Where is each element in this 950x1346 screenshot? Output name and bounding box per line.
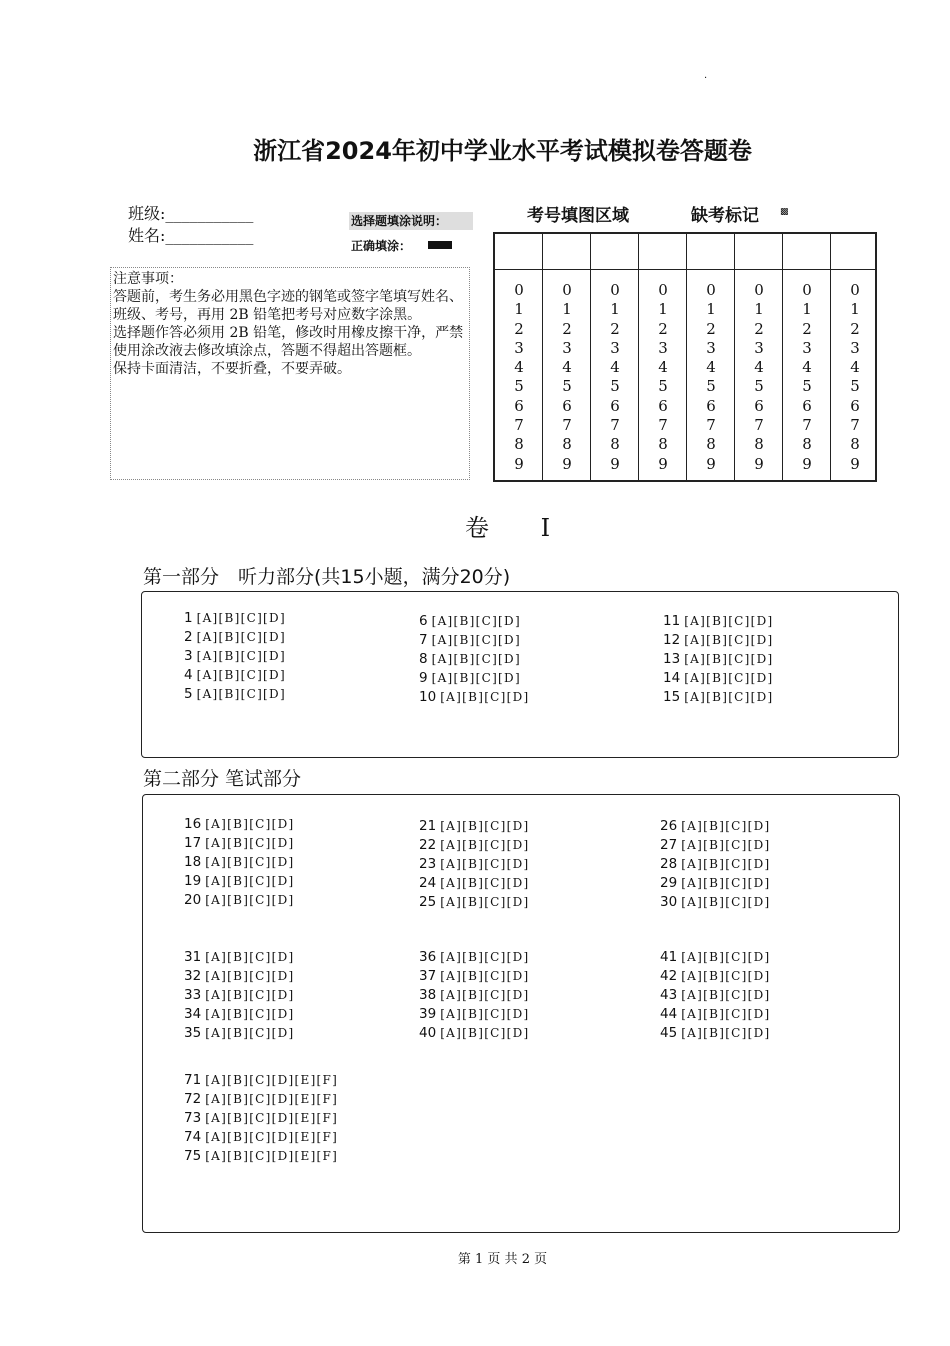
answer-options[interactable]: [A][B][C][D] — [440, 988, 530, 1002]
answer-options[interactable]: [A][B][C][D] — [440, 876, 530, 890]
answer-options[interactable]: [A][B][C][D] — [684, 652, 774, 666]
answer-options[interactable]: [A][B][C][D][E][F] — [205, 1149, 339, 1163]
id-digit[interactable]: 4 — [658, 358, 668, 377]
question-row — [184, 686, 286, 702]
id-digit[interactable]: 9 — [514, 454, 524, 473]
question-number: 73 — [184, 1110, 202, 1126]
question-row — [184, 1006, 295, 1022]
id-digit[interactable]: 7 — [658, 416, 668, 435]
id-digit[interactable]: 3 — [850, 338, 860, 357]
question-row — [660, 968, 771, 984]
question-number: 34 — [184, 1006, 202, 1022]
answer-options[interactable]: [A][B][C][D] — [681, 969, 771, 983]
id-digit[interactable]: 8 — [610, 435, 620, 454]
answer-options[interactable]: [A][B][C][D] — [440, 838, 530, 852]
answer-options[interactable]: [A][B][C][D][E][F] — [205, 1092, 339, 1106]
question-row — [184, 610, 286, 626]
question-row — [419, 875, 530, 891]
id-digit[interactable]: 7 — [754, 416, 764, 435]
notes-item: 保持卡面清洁，不要折叠，不要弄破。 — [113, 361, 351, 377]
id-digit[interactable]: 4 — [754, 358, 764, 377]
answer-options[interactable]: [A][B][C][D] — [440, 1026, 530, 1040]
question-number: 28 — [660, 856, 678, 872]
answer-options[interactable]: [A][B][C][D] — [681, 950, 771, 964]
id-digit[interactable]: 8 — [658, 435, 668, 454]
answer-options[interactable]: [A][B][C][D] — [440, 895, 530, 909]
id-digit[interactable]: 2 — [754, 319, 764, 338]
id-digit[interactable]: 5 — [850, 377, 860, 396]
exam-title: 浙江省2024年初中学业水平考试模拟卷答题卷 — [253, 137, 752, 165]
id-digit[interactable]: 8 — [562, 435, 572, 454]
id-digit[interactable]: 0 — [802, 281, 812, 299]
answer-options[interactable]: [A][B][C][D] — [681, 1026, 771, 1040]
question-number: 45 — [660, 1025, 678, 1041]
question-number: 74 — [184, 1129, 202, 1145]
id-digit[interactable]: 4 — [562, 358, 572, 377]
question-row — [184, 648, 286, 664]
id-digit[interactable]: 8 — [754, 435, 764, 454]
id-digit[interactable]: 3 — [802, 338, 812, 357]
notes-heading: 注意事项： — [113, 271, 183, 287]
question-number: 41 — [660, 949, 678, 965]
question-row — [419, 632, 521, 648]
question-number: 15 — [663, 689, 681, 705]
part1-title: 第一部分 听力部分(共15小题，满分20分) — [143, 566, 511, 588]
question-row — [184, 1072, 338, 1088]
answer-options[interactable]: [A][B][C][D] — [440, 969, 530, 983]
question-row — [184, 987, 295, 1003]
answer-options[interactable]: [A][B][C][D] — [684, 614, 774, 628]
name-field[interactable]: 姓名:___________ — [128, 226, 254, 245]
answer-options[interactable]: [A][B][C][D] — [681, 857, 771, 871]
question-number: 29 — [660, 875, 678, 891]
id-digit-column[interactable] — [783, 281, 831, 474]
answer-options[interactable]: [A][B][C][D] — [196, 649, 286, 663]
part2-title: 第二部分 笔试部分 — [143, 768, 302, 790]
id-digit[interactable]: 0 — [754, 281, 764, 299]
id-digit[interactable]: 0 — [514, 281, 524, 299]
id-digit[interactable]: 2 — [658, 319, 668, 338]
id-digit[interactable]: 6 — [658, 396, 668, 415]
question-row — [660, 1025, 771, 1041]
id-digit[interactable]: 1 — [706, 300, 716, 319]
question-number: 36 — [419, 949, 437, 965]
id-zone-title: 考号填图区域 — [527, 206, 629, 226]
question-number: 21 — [419, 818, 437, 834]
question-row — [660, 987, 771, 1003]
answer-options[interactable]: [A][B][C][D] — [205, 1026, 295, 1040]
question-number: 32 — [184, 968, 202, 984]
id-digit[interactable]: 0 — [610, 281, 620, 299]
question-number: 39 — [419, 1006, 437, 1022]
question-row — [184, 854, 295, 870]
id-digit[interactable]: 3 — [754, 338, 764, 357]
id-digit[interactable]: 5 — [754, 377, 764, 396]
question-number: 23 — [419, 856, 437, 872]
answer-options[interactable]: [A][B][C][D] — [681, 895, 771, 909]
id-digit[interactable]: 5 — [706, 377, 716, 396]
question-number: 5 — [184, 686, 193, 702]
id-digit[interactable]: 4 — [802, 358, 812, 377]
answer-options[interactable]: [A][B][C][D][E][F] — [205, 1111, 339, 1125]
answer-options[interactable]: [A][B][C][D] — [440, 857, 530, 871]
question-number: 4 — [184, 667, 193, 683]
fill-instructions-heading: 选择题填涂说明： — [349, 212, 473, 230]
question-number: 22 — [419, 837, 437, 853]
grid-column-divider — [495, 234, 831, 480]
question-number: 8 — [419, 651, 428, 667]
id-digit[interactable]: 9 — [802, 454, 812, 473]
question-number: 43 — [660, 987, 678, 1003]
answer-options[interactable]: [A][B][C][D] — [681, 838, 771, 852]
answer-options[interactable]: [A][B][C][D] — [681, 988, 771, 1002]
id-digit[interactable]: 6 — [562, 396, 572, 415]
answer-options[interactable]: [A][B][C][D] — [431, 671, 521, 685]
question-row — [419, 856, 530, 872]
id-digit[interactable]: 9 — [562, 454, 572, 473]
question-number: 16 — [184, 816, 202, 832]
id-digit[interactable]: 4 — [706, 358, 716, 377]
question-row — [419, 968, 530, 984]
question-row — [660, 949, 771, 965]
id-digit[interactable]: 9 — [610, 454, 620, 473]
question-row — [419, 837, 530, 853]
question-row — [184, 816, 295, 832]
question-row — [184, 835, 295, 851]
question-row — [184, 968, 295, 984]
question-number: 26 — [660, 818, 678, 834]
question-row — [419, 689, 530, 705]
id-digit[interactable]: 2 — [850, 319, 860, 338]
id-digit[interactable]: 1 — [562, 300, 572, 319]
question-number: 3 — [184, 648, 193, 664]
answer-options[interactable]: [A][B][C][D] — [205, 874, 295, 888]
question-number: 27 — [660, 837, 678, 853]
absent-mark-box[interactable]: ▩ — [780, 207, 789, 217]
question-number: 20 — [184, 892, 202, 908]
question-row — [184, 1129, 338, 1145]
id-digit[interactable]: 0 — [706, 281, 716, 299]
answer-options[interactable]: [A][B][C][D] — [440, 950, 530, 964]
question-number: 14 — [663, 670, 681, 686]
question-row — [184, 873, 295, 889]
answer-options[interactable]: [A][B][C][D] — [440, 819, 530, 833]
question-number: 40 — [419, 1025, 437, 1041]
question-row — [660, 875, 771, 891]
question-number: 72 — [184, 1091, 202, 1107]
id-number-grid — [493, 232, 877, 482]
question-number: 11 — [663, 613, 681, 629]
question-number: 38 — [419, 987, 437, 1003]
question-row — [419, 670, 521, 686]
question-number: 18 — [184, 854, 202, 870]
question-row — [660, 856, 771, 872]
question-number: 24 — [419, 875, 437, 891]
id-digit[interactable]: 7 — [610, 416, 620, 435]
answer-options[interactable]: [A][B][C][D] — [684, 690, 774, 704]
question-number: 10 — [419, 689, 437, 705]
question-row — [663, 613, 774, 629]
id-digit[interactable]: 1 — [850, 300, 860, 319]
id-digit[interactable]: 1 — [514, 300, 524, 319]
question-row — [419, 987, 530, 1003]
answer-options[interactable]: [A][B][C][D] — [440, 1007, 530, 1021]
part1-answer-box — [141, 591, 899, 758]
id-digit[interactable]: 2 — [610, 319, 620, 338]
question-number: 9 — [419, 670, 428, 686]
question-row — [419, 894, 530, 910]
question-number: 13 — [663, 651, 681, 667]
question-row — [419, 613, 521, 629]
id-digit[interactable]: 6 — [514, 396, 524, 415]
question-number: 2 — [184, 629, 193, 645]
id-digit[interactable]: 7 — [706, 416, 716, 435]
answer-options[interactable]: [A][B][C][D] — [196, 630, 286, 644]
correct-fill-sample — [428, 241, 452, 249]
question-number: 25 — [419, 894, 437, 910]
answer-options[interactable]: [A][B][C][D] — [196, 687, 286, 701]
part2-answer-box — [142, 794, 900, 1233]
volume-label: 卷 I — [465, 514, 573, 542]
answer-options[interactable]: [A][B][C][D] — [205, 836, 295, 850]
answer-options[interactable]: [A][B][C][D] — [681, 876, 771, 890]
question-row — [184, 892, 295, 908]
answer-options[interactable]: [A][B][C][D] — [205, 893, 295, 907]
id-digit[interactable]: 6 — [610, 396, 620, 415]
answer-options[interactable]: [A][B][C][D] — [684, 671, 774, 685]
question-number: 19 — [184, 873, 202, 889]
answer-options[interactable]: [A][B][C][D] — [205, 988, 295, 1002]
id-digit[interactable]: 2 — [706, 319, 716, 338]
id-digit[interactable]: 9 — [658, 454, 668, 473]
id-digit[interactable]: 6 — [706, 396, 716, 415]
answer-options[interactable]: [A][B][C][D] — [431, 614, 521, 628]
question-number: 17 — [184, 835, 202, 851]
id-digit[interactable]: 1 — [754, 300, 764, 319]
answer-options[interactable]: [A][B][C][D][E][F] — [205, 1130, 339, 1144]
id-digit[interactable]: 5 — [514, 377, 524, 396]
id-digit[interactable]: 4 — [850, 358, 860, 377]
id-digit[interactable]: 5 — [802, 377, 812, 396]
question-row — [660, 894, 771, 910]
notes-item: 选择题作答必须用 2B 铅笔，修改时用橡皮擦干净，严禁使用涂改液去修改填涂点，答题不得超出答题框。 — [113, 325, 464, 359]
answer-options[interactable]: [A][B][C][D] — [440, 690, 530, 704]
question-row — [184, 1091, 338, 1107]
question-row — [660, 837, 771, 853]
question-number: 1 — [184, 610, 193, 626]
id-digit[interactable]: 8 — [514, 435, 524, 454]
answer-options[interactable]: [A][B][C][D] — [431, 633, 521, 647]
id-digit[interactable]: 9 — [706, 454, 716, 473]
id-digit[interactable]: 2 — [562, 319, 572, 338]
question-number: 12 — [663, 632, 681, 648]
question-row — [419, 818, 530, 834]
question-row — [184, 1025, 295, 1041]
id-digit[interactable]: 3 — [706, 338, 716, 357]
id-digit[interactable]: 6 — [754, 396, 764, 415]
question-number: 30 — [660, 894, 678, 910]
question-row — [660, 818, 771, 834]
page-dot: . — [704, 70, 708, 81]
question-row — [184, 667, 286, 683]
id-digit[interactable]: 7 — [802, 416, 812, 435]
id-digit[interactable]: 5 — [610, 377, 620, 396]
page-footer: 第 1 页 共 2 页 — [457, 1252, 548, 1267]
id-digit[interactable]: 5 — [658, 377, 668, 396]
question-row — [419, 651, 521, 667]
question-row — [663, 689, 774, 705]
answer-options[interactable]: [A][B][C][D] — [205, 969, 295, 983]
answer-options[interactable]: [A][B][C][D] — [681, 819, 771, 833]
id-digit[interactable]: 6 — [802, 396, 812, 415]
id-digit[interactable]: 3 — [514, 338, 524, 357]
question-number: 33 — [184, 987, 202, 1003]
id-digit[interactable]: 1 — [802, 300, 812, 319]
correct-fill-label: 正确填涂： — [351, 239, 412, 253]
class-field[interactable]: 班级:___________ — [128, 204, 254, 223]
id-digit[interactable]: 8 — [706, 435, 716, 454]
answer-options[interactable]: [A][B][C][D] — [205, 1007, 295, 1021]
answer-options[interactable]: [A][B][C][D] — [205, 950, 295, 964]
answer-options[interactable]: [A][B][C][D] — [205, 817, 295, 831]
question-row — [184, 629, 286, 645]
question-number: 71 — [184, 1072, 202, 1088]
id-digit[interactable]: 9 — [850, 454, 860, 473]
answer-options[interactable]: [A][B][C][D] — [431, 652, 521, 666]
id-digit[interactable]: 7 — [850, 416, 860, 435]
id-digit[interactable]: 9 — [754, 454, 764, 473]
question-number: 7 — [419, 632, 428, 648]
id-digit[interactable]: 4 — [514, 358, 524, 377]
id-digit-column[interactable] — [831, 281, 879, 474]
question-row — [660, 1006, 771, 1022]
question-number: 42 — [660, 968, 678, 984]
id-digit[interactable]: 5 — [562, 377, 572, 396]
id-digit[interactable]: 2 — [802, 319, 812, 338]
id-digit[interactable]: 1 — [658, 300, 668, 319]
question-row — [663, 651, 774, 667]
id-digit[interactable]: 3 — [562, 338, 572, 357]
question-number: 37 — [419, 968, 437, 984]
question-row — [419, 949, 530, 965]
question-number: 6 — [419, 613, 428, 629]
answer-options[interactable]: [A][B][C][D] — [196, 668, 286, 682]
answer-options[interactable]: [A][B][C][D] — [196, 611, 286, 625]
question-number: 31 — [184, 949, 202, 965]
question-row — [419, 1006, 530, 1022]
id-digit[interactable]: 8 — [850, 435, 860, 454]
question-row — [663, 670, 774, 686]
answer-options[interactable]: [A][B][C][D][E][F] — [205, 1073, 339, 1087]
id-digit[interactable]: 8 — [802, 435, 812, 454]
notes-box — [110, 267, 470, 480]
id-digit[interactable]: 4 — [610, 358, 620, 377]
question-number: 75 — [184, 1148, 202, 1164]
question-row — [184, 949, 295, 965]
question-row — [184, 1110, 338, 1126]
id-digit[interactable]: 0 — [658, 281, 668, 299]
id-digit[interactable]: 0 — [850, 281, 860, 299]
question-row — [663, 632, 774, 648]
answer-options[interactable]: [A][B][C][D] — [684, 633, 774, 647]
answer-options[interactable]: [A][B][C][D] — [205, 855, 295, 869]
question-row — [419, 1025, 530, 1041]
question-number: 35 — [184, 1025, 202, 1041]
id-digit[interactable]: 6 — [850, 396, 860, 415]
id-digit[interactable]: 3 — [658, 338, 668, 357]
id-digit[interactable]: 7 — [514, 416, 524, 435]
id-digit[interactable]: 2 — [514, 319, 524, 338]
absent-label: 缺考标记 — [691, 206, 759, 226]
id-digit[interactable]: 7 — [562, 416, 572, 435]
id-digit[interactable]: 3 — [610, 338, 620, 357]
id-digit[interactable]: 0 — [562, 281, 572, 299]
question-row — [184, 1148, 338, 1164]
id-digit[interactable]: 1 — [610, 300, 620, 319]
notes-item: 答题前，考生务必用黑色字迹的钢笔或签字笔填写姓名、班级、考号，再用 2B 铅笔把考号对应数字涂黑。 — [113, 289, 463, 323]
question-number: 44 — [660, 1006, 678, 1022]
answer-options[interactable]: [A][B][C][D] — [681, 1007, 771, 1021]
